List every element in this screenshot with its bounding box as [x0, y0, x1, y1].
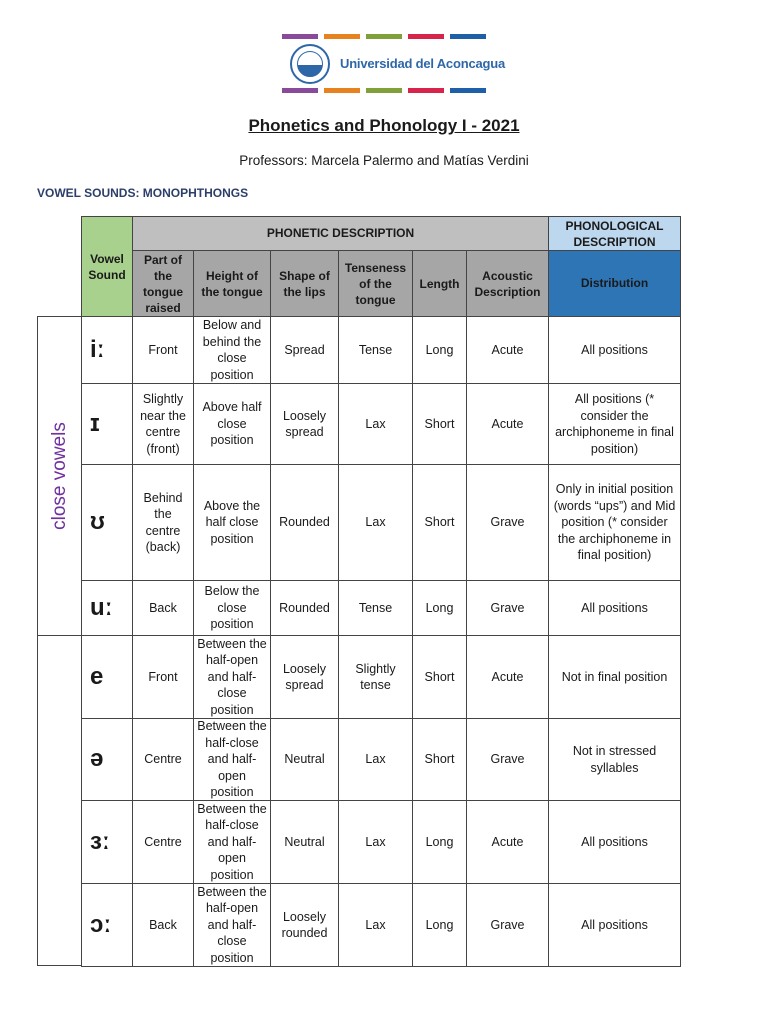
cell-part	[132, 800, 194, 884]
cell-text: Short	[424, 515, 455, 530]
cell-text: Lax	[365, 515, 386, 530]
cell-text: Loosely spread	[282, 408, 327, 439]
vowel-symbol: ɪ	[90, 409, 100, 437]
group-label-close-vowels: close vowels	[37, 316, 82, 636]
cell-text: Grave	[490, 600, 525, 615]
cell-lips	[270, 580, 339, 636]
cell-part	[132, 464, 194, 581]
logo-bar-3	[366, 34, 402, 39]
cell-tenseness	[338, 316, 413, 384]
cell-text: Slightly near the centre (front)	[140, 392, 186, 456]
logo-bar-5	[450, 88, 486, 93]
vowel-symbol: e	[90, 662, 104, 690]
cell-text: Back	[149, 600, 177, 615]
cell-height	[193, 635, 271, 719]
cell-text: Slightly tense	[355, 661, 396, 692]
cell-text: Long	[425, 342, 454, 357]
cell-text: Not in final position	[561, 669, 668, 684]
header-phonological-description: PHONOLOGICAL DESCRIPTION	[548, 216, 681, 251]
vowel-symbol: uː	[90, 593, 113, 621]
cell-tenseness	[338, 383, 413, 465]
cell-acoustic	[466, 635, 549, 719]
cell-height	[193, 383, 271, 465]
cell-text: Below and behind the close position	[202, 318, 262, 382]
cell-distribution	[548, 464, 681, 581]
cell-text: Grave	[490, 917, 525, 932]
cell-acoustic	[466, 464, 549, 581]
cell-part	[132, 383, 194, 465]
cell-acoustic	[466, 883, 549, 967]
logo-bar-2	[324, 34, 360, 39]
cell-text: Long	[425, 917, 454, 932]
cell-text: Neutral	[284, 752, 325, 767]
cell-distribution	[548, 883, 681, 967]
header-height-of-tongue: Height of the tongue	[193, 250, 271, 317]
cell-height	[193, 800, 271, 884]
vowel-symbol: ʊ	[90, 508, 105, 536]
cell-text: Between the half-close and half-open position	[197, 719, 267, 800]
cell-lips	[270, 383, 339, 465]
cell-text: Between the half-open and half-close position	[197, 884, 267, 965]
cell-part	[132, 316, 194, 384]
cell-distribution	[548, 580, 681, 636]
logo-bar-1	[282, 88, 318, 93]
cell-length	[412, 580, 467, 636]
page-title: Phonetics and Phonology I - 2021	[248, 116, 520, 135]
cell-tenseness	[338, 464, 413, 581]
vowel-symbol: ɔː	[90, 910, 112, 938]
cell-text: Acute	[491, 834, 524, 849]
header-tenseness: Tenseness of the tongue	[338, 250, 413, 317]
cell-distribution	[548, 718, 681, 801]
cell-text: Spread	[284, 342, 325, 357]
cell-text: Rounded	[279, 600, 330, 615]
cell-text: Rounded	[279, 515, 330, 530]
cell-text: Centre	[144, 752, 182, 767]
cell-tenseness	[338, 800, 413, 884]
cell-text: Front	[148, 669, 178, 684]
cell-symbol	[81, 883, 133, 967]
vowel-symbol: ə	[90, 745, 104, 773]
cell-lips	[270, 718, 339, 801]
cell-text: Above the half close position	[203, 498, 261, 546]
cell-text: Below the close position	[204, 584, 260, 632]
cell-text: Centre	[144, 834, 182, 849]
cell-text: Short	[424, 752, 455, 767]
cell-distribution	[548, 800, 681, 884]
cell-text: Between the half-close and half-open position	[197, 801, 267, 882]
logo-bar-4	[408, 88, 444, 93]
cell-length	[412, 464, 467, 581]
logo-bar-3	[366, 88, 402, 93]
cell-text: Lax	[365, 752, 386, 767]
logo-bar-1	[282, 34, 318, 39]
university-logo	[282, 34, 506, 96]
header-acoustic: Acoustic Description	[466, 250, 549, 317]
university-seal-icon	[290, 44, 330, 84]
cell-text: Short	[424, 416, 455, 431]
logo-bar-4	[408, 34, 444, 39]
cell-symbol	[81, 800, 133, 884]
logo-name: Universidad del Aconcagua	[340, 56, 506, 71]
cell-acoustic	[466, 383, 549, 465]
cell-lips	[270, 635, 339, 719]
cell-text: All positions	[581, 917, 648, 932]
cell-height	[193, 316, 271, 384]
cell-tenseness	[338, 883, 413, 967]
professors-line: Professors: Marcela Palermo and Matías Verdini	[239, 153, 529, 168]
cell-text: All positions	[581, 600, 648, 615]
cell-part	[132, 718, 194, 801]
cell-tenseness	[338, 580, 413, 636]
cell-tenseness	[338, 718, 413, 801]
cell-text: Acute	[491, 416, 524, 431]
cell-text: Behind the centre (back)	[143, 490, 183, 554]
cell-lips	[270, 316, 339, 384]
cell-text: Neutral	[284, 834, 325, 849]
cell-tenseness	[338, 635, 413, 719]
header-part-of-tongue: Part of the tongue raised	[132, 250, 194, 317]
cell-text: Tense	[358, 600, 393, 615]
cell-text: Above half close position	[202, 400, 262, 448]
cell-distribution	[548, 316, 681, 384]
cell-part	[132, 883, 194, 967]
cell-length	[412, 316, 467, 384]
cell-text: Lax	[365, 834, 386, 849]
cell-text: Grave	[490, 752, 525, 767]
logo-bar-5	[450, 34, 486, 39]
header-shape-of-lips: Shape of the lips	[270, 250, 339, 317]
cell-length	[412, 635, 467, 719]
cell-acoustic	[466, 800, 549, 884]
cell-height	[193, 580, 271, 636]
cell-height	[193, 883, 271, 967]
cell-text: Tense	[358, 342, 393, 357]
cell-lips	[270, 464, 339, 581]
logo-color-bars-bottom	[282, 88, 486, 93]
cell-distribution	[548, 383, 681, 465]
cell-text: Loosely rounded	[281, 909, 328, 940]
section-label: VOWEL SOUNDS: MONOPHTHONGS	[37, 186, 249, 200]
cell-text: Long	[425, 834, 454, 849]
cell-text: Not in stressed syllables	[572, 744, 657, 775]
cell-text: Loosely spread	[282, 661, 327, 692]
cell-text: Short	[424, 669, 455, 684]
cell-length	[412, 718, 467, 801]
cell-symbol	[81, 383, 133, 465]
cell-part	[132, 580, 194, 636]
cell-symbol	[81, 635, 133, 719]
cell-height	[193, 464, 271, 581]
cell-text: All positions	[581, 834, 648, 849]
header-distribution: Distribution	[548, 250, 681, 317]
header-phonetic-description: PHONETIC DESCRIPTION	[132, 216, 549, 251]
cell-symbol	[81, 718, 133, 801]
cell-acoustic	[466, 718, 549, 801]
cell-text: Acute	[491, 669, 524, 684]
cell-symbol	[81, 580, 133, 636]
cell-distribution	[548, 635, 681, 719]
cell-symbol	[81, 316, 133, 384]
cell-text: Between the half-open and half-close position	[197, 636, 267, 717]
cell-acoustic	[466, 316, 549, 384]
cell-text: Grave	[490, 515, 525, 530]
cell-part	[132, 635, 194, 719]
cell-text: Acute	[491, 342, 524, 357]
cell-acoustic	[466, 580, 549, 636]
cell-height	[193, 718, 271, 801]
logo-color-bars-top	[282, 34, 486, 39]
cell-length	[412, 883, 467, 967]
cell-text: Lax	[365, 416, 386, 431]
cell-length	[412, 800, 467, 884]
header-length: Length	[412, 250, 467, 317]
cell-text: Long	[425, 600, 454, 615]
cell-text: Front	[148, 342, 178, 357]
cell-text: All positions (* consider the archiphoneme in final position)	[555, 392, 674, 456]
logo-bar-2	[324, 88, 360, 93]
cell-text: Back	[149, 917, 177, 932]
cell-length	[412, 383, 467, 465]
group-label-mid-vowels	[37, 635, 82, 966]
cell-text: Lax	[365, 917, 386, 932]
cell-lips	[270, 800, 339, 884]
vowel-symbol: ɜː	[90, 827, 110, 855]
cell-symbol	[81, 464, 133, 581]
cell-text: All positions	[581, 342, 648, 357]
header-vowel-sound: Vowel Sound	[81, 216, 133, 317]
vowel-symbol: iː	[90, 335, 105, 363]
cell-text: Only in initial position (words “ups”) and Mid position (* consider the archiphoneme in final position)	[553, 482, 676, 563]
cell-lips	[270, 883, 339, 967]
